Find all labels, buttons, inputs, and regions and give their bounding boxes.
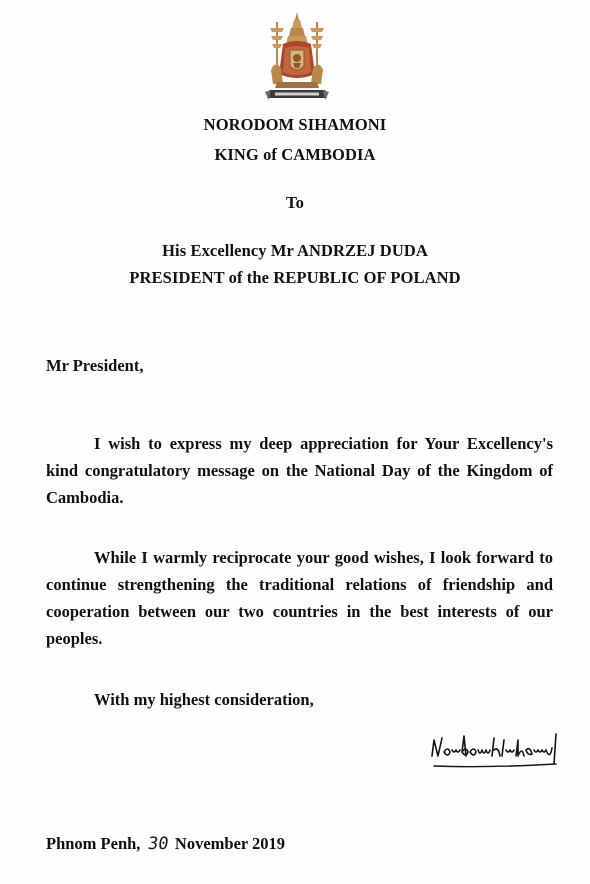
recipient-name: His Excellency Mr ANDRZEJ DUDA bbox=[162, 241, 428, 260]
handwritten-day: 30 bbox=[147, 834, 171, 854]
sender-title: KING of CAMBODIA bbox=[214, 145, 376, 164]
salutation: Mr President, bbox=[46, 356, 144, 375]
place-and-date bbox=[46, 834, 285, 854]
place: Phnom Penh, bbox=[46, 834, 141, 853]
month-year: November 2019 bbox=[174, 834, 286, 853]
paragraph-appreciation: I wish to express my deep appreciation for Your Excellency's kind congratulatory message on the National Day of the Kingdom of Cambodia. bbox=[46, 434, 553, 507]
handwritten-signature bbox=[428, 726, 563, 774]
closing-line: With my highest consideration, bbox=[94, 690, 314, 709]
sender-name: NORODOM SIHAMONI bbox=[203, 115, 387, 134]
to-line: To bbox=[286, 193, 304, 212]
paragraph-wishes: While I warmly reciprocate your good wishes, I look forward to continue strengthening the traditional relations of friendship and cooperation between our two countries in the best interests of our peoples. bbox=[46, 548, 553, 648]
royal-coat-of-arms-icon bbox=[261, 10, 333, 106]
recipient-title: PRESIDENT of the REPUBLIC OF POLAND bbox=[129, 268, 461, 287]
